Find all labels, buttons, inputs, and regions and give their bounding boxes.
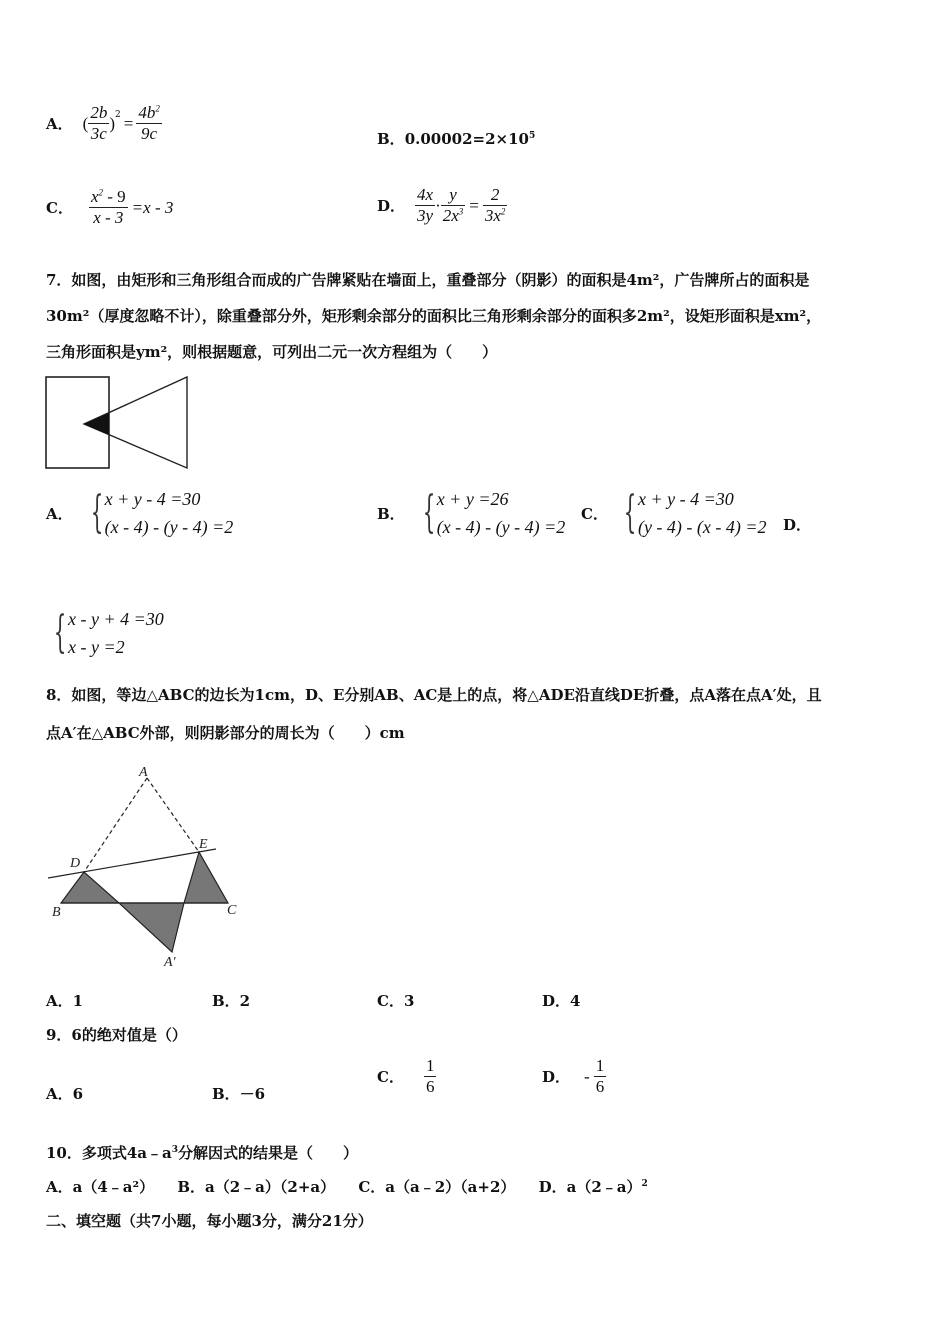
q9-option-a: A．6 bbox=[46, 1085, 84, 1103]
q7-stem: 7．如图，由矩形和三角形组合而成的广告牌紧贴在墙面上，重叠部分（阴影）的面积是4m²，广告牌所占的面积是 30m²（厚度忽略不计），除重叠部分外，矩形剩余部分的面积比三角形剩余部分的面积多2m²，设矩形面积是xm²， 三角形面积是ym²，则根据题意，可列出二元一次方程组为（ ） bbox=[46, 271, 822, 361]
q8-option-c: C．3 bbox=[377, 992, 415, 1010]
q7-option-d-label: D． bbox=[783, 516, 812, 534]
q8-label-a-prime: A′ bbox=[164, 955, 176, 970]
q8-shade-bottom bbox=[119, 903, 184, 952]
q8-label-c: C bbox=[227, 903, 237, 918]
q6-a-rhs-fraction: $\frac{4b^2}{9c}$ bbox=[138, 103, 160, 143]
q8-label-d: D bbox=[70, 856, 81, 871]
q8-dashed-ae bbox=[147, 778, 199, 852]
q9-stem: 9．6的绝对值是（） bbox=[46, 1026, 187, 1044]
q7-option-b: B． { x + y =26 (x - 4) - (y - 4) =2 bbox=[377, 487, 566, 538]
q6-option-a: A． ( $\frac{2b}{3c}$ ) $^2$ = $\frac{4b^2}{9c}$ bbox=[46, 103, 160, 143]
q8-figure bbox=[44, 760, 244, 970]
section-2-heading: 二、填空题（共7小题，每小题3分，满分21分） bbox=[46, 1212, 373, 1230]
q8-option-d: D．4 bbox=[542, 992, 581, 1010]
q7-figure bbox=[44, 374, 194, 472]
q8-option-b: B．2 bbox=[212, 992, 251, 1010]
q10-option-c: C．a（a﹣2）（a+2） bbox=[358, 1178, 516, 1196]
q10-stem: 10．多项式$4a﹣a^3$分解因式的结果是（ ） bbox=[46, 1144, 359, 1162]
q7-overlap-shade bbox=[84, 413, 109, 435]
q8-label-a: A bbox=[139, 765, 148, 780]
q10-option-d: D．a（2﹣a）$^2$ bbox=[538, 1178, 648, 1196]
q6-a-lhs-fraction: $\frac{2b}{3c}$ bbox=[90, 103, 108, 143]
q8-dashed-ad bbox=[84, 778, 147, 872]
q7-option-a: A． { x + y - 4 =30 (x - 4) - (y - 4) =2 bbox=[46, 487, 234, 538]
q10-options bbox=[46, 1176, 648, 1197]
q8-stem: 8．如图，等边△ABC的边长为1cm，D、E分别AB、AC是上的点，将△ADE沿直线DE折叠，点A落在点A′处，且 点A′在△ABC外部，则阴影部分的周长为（ ）cm bbox=[46, 686, 822, 742]
q8-shade-right bbox=[184, 852, 228, 903]
q9-option-c: C． $\frac{1}{6}$ bbox=[377, 1056, 435, 1096]
q6-option-c: C． $\frac{x^2 - 9}{x - 3}$ =x - 3 bbox=[46, 187, 174, 227]
q9-option-d: D． - $\frac{1}{6}$ bbox=[542, 1056, 605, 1096]
q7-option-d: { x - y + 4 =30 x - y =2 bbox=[53, 607, 164, 658]
q6-option-d: D． $\frac{4x}{3y}$ · $\frac{y}{2x^3}$ = $\frac{2}{3x^2}$ bbox=[377, 185, 506, 225]
q8-shade-left bbox=[61, 872, 119, 903]
q6-a-label: A． bbox=[46, 115, 73, 133]
q8-label-b: B bbox=[52, 905, 61, 920]
q10-option-a: A．a（4﹣a²） bbox=[46, 1178, 155, 1196]
q7-option-c: C． { x + y - 4 =30 (y - 4) - (x - 4) =2 bbox=[581, 487, 767, 538]
q6-option-b: B．$0.00002=2\times 10^5$ bbox=[377, 130, 536, 148]
q9-option-b: B．－6 bbox=[212, 1085, 266, 1103]
q6-c-fraction: $\frac{x^2 - 9}{x - 3}$ bbox=[90, 187, 126, 227]
q10-option-b: B．a（2﹣a）（2+a） bbox=[177, 1178, 336, 1196]
q8-option-a: A．1 bbox=[46, 992, 84, 1010]
q8-label-e: E bbox=[199, 837, 208, 852]
